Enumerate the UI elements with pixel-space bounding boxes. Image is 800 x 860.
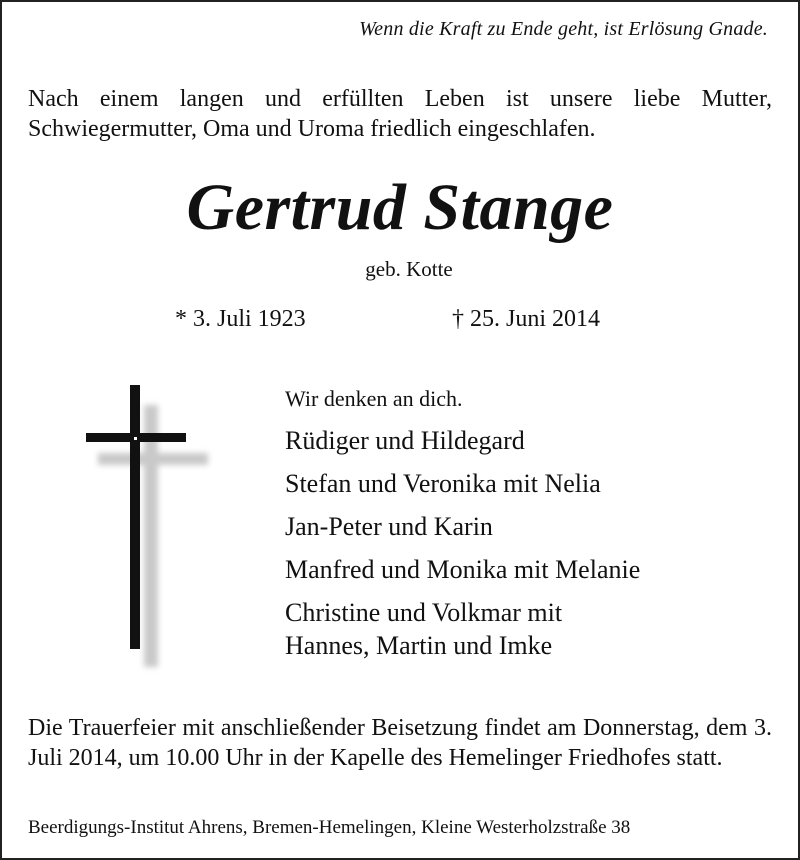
mourners-intro: Wir denken an dich. xyxy=(285,386,463,411)
mourner-line: Manfred und Monika mit Melanie xyxy=(285,555,641,584)
cross-vertical-bar xyxy=(130,385,140,649)
cross-icon xyxy=(84,385,214,675)
intro-text: Nach einem langen und erfüllten Leben ist unsere liebe Mutter, Schwiegermutter, Oma und Uroma friedlich eingeschlafen. xyxy=(28,86,772,142)
motto: Wenn die Kraft zu Ende geht, ist Erlösung Gnade. xyxy=(359,18,768,40)
death-date: † 25. Juni 2014 xyxy=(452,306,601,332)
mourner-line: Rüdiger und Hildegard xyxy=(285,426,525,455)
mourner-line: Christine und Volkmar mit xyxy=(285,598,563,627)
deceased-name: Gertrud Stange xyxy=(186,171,614,244)
service-details: Die Trauerfeier mit anschließender Beisetzung findet am Donnerstag, dem 3. Juli 2014, um 10.00 Uhr in der Kapelle des Hemelinger Friedhofes statt. xyxy=(28,715,772,771)
mourner-line: Stefan und Veronika mit Nelia xyxy=(285,469,601,498)
cross-shadow-horizontal xyxy=(98,453,208,465)
mourners-block xyxy=(285,384,640,662)
cross-shadow-vertical xyxy=(144,405,158,667)
mourner-line: Hannes, Martin und Imke xyxy=(285,631,553,660)
cross-intersection xyxy=(134,437,137,440)
maiden-name: geb. Kotte xyxy=(365,257,453,281)
mourner-line: Jan-Peter und Karin xyxy=(285,512,493,541)
birth-date: * 3. Juli 1923 xyxy=(175,306,306,332)
undertaker-info: Beerdigungs-Institut Ahrens, Bremen-Hemelingen, Kleine Westerholzstraße 38 xyxy=(28,817,631,838)
